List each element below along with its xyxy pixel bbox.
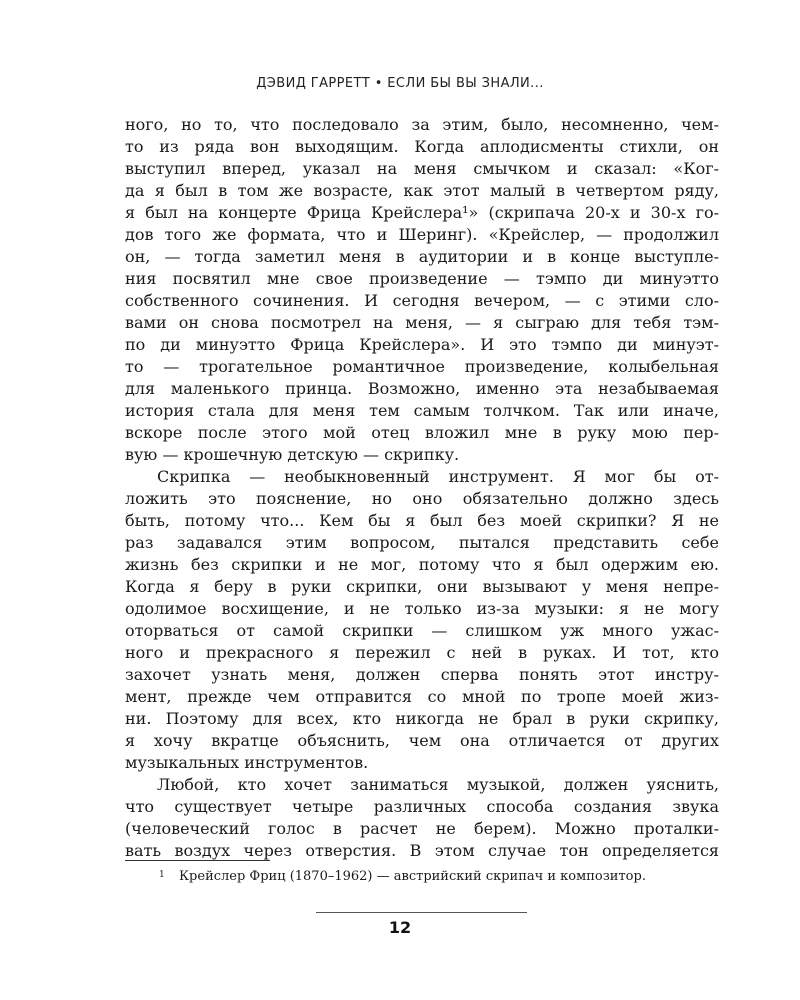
text-line: раз задавался этим вопросом, пытался представить себе [125,533,719,552]
text-line: вать воздух через отверстия. В этом случае тон определяется [125,841,719,860]
text-line: ложить это пояснение, но оно обязательно должно здесь [125,489,719,508]
text-line: Скрипка — необыкновенный инструмент. Я мог бы от- [157,467,719,486]
text-line: для маленького принца. Возможно, именно эта незабываемая [125,379,719,398]
text-line: что существует четыре различных способа создания звука [125,797,719,816]
text-line: по ди минуэтто Фрица Крейслера». И это тэмпо ди минуэт- [125,335,719,354]
text-line: Когда я беру в руки скрипки, они вызывают у меня непре- [125,577,719,596]
text-line: ни. Поэтому для всех, кто никогда не брал в руки скрипку, [125,709,719,728]
footnote [125,868,725,886]
text-line: дов того же формата, что и Шеринг). «Крейслер, — продолжил [125,225,719,244]
text-line: ного, но то, что последовало за этим, было, несомненно, чем- [125,115,719,134]
text-line: ного и прекрасного я пережил с ней в руках. И тот, кто [125,643,719,662]
text-line: Любой, кто хочет заниматься музыкой, должен уяснить, [157,775,719,794]
text-line: жизнь без скрипки и не мог, потому что я был одержим ею. [125,555,719,574]
text-line: выступил вперед, указал на меня смычком и сказал: «Ког- [125,159,719,178]
footnote-mark: 1 [159,870,165,880]
page-number: 12 [388,918,412,937]
text-line: оторваться от самой скрипки — слишком уж много ужас- [125,621,719,640]
text-line: собственного сочинения. И сегодня вечером, — с этими сло- [125,291,719,310]
text-line: я хочу вкратце объяснить, чем она отличается от других [125,731,719,750]
body-text [125,114,719,862]
text-line: музыкальных инструментов. [125,753,369,772]
footnote-divider [125,860,270,861]
text-line: да я был в том же возрасте, как этот малый в четвертом ряду, [125,181,719,200]
text-line: быть, потому что... Кем бы я был без моей скрипки? Я не [125,511,719,530]
text-line: вами он снова посмотрел на меня, — я сыграю для тебя тэм- [125,313,719,332]
text-line: я был на концерте Фрица Крейслера¹» (скрипача 20-х и 30-х го- [125,203,719,222]
text-line: история стала для меня тем самым толчком. Так или иначе, [125,401,719,420]
text-line: одолимое восхищение, и не только из-за музыки: я не могу [125,599,719,618]
text-line: захочет узнать меня, должен сперва понять этот инстру- [125,665,719,684]
text-line: мент, прежде чем отправится со мной по тропе моей жиз- [125,687,719,706]
text-line: он, — тогда заметил меня в аудитории и в конце выступле- [125,247,719,266]
text-line: вскоре после этого мой отец вложил мне в руку мою пер- [125,423,719,442]
footnote-text: Крейслер Фриц (1870–1962) — австрийский скрипач и композитор. [179,869,646,884]
text-line: то из ряда вон выходящим. Когда аплодисменты стихли, он [125,137,719,156]
page-number-rule [316,912,527,913]
text-line: то — трогательное романтичное произведение, колыбельная [125,357,719,376]
running-header: ДЭВИД ГАРРЕТТ • ЕСЛИ БЫ ВЫ ЗНАЛИ... [256,76,544,91]
text-line: (человеческий голос в расчет не берем). Можно проталки- [125,819,719,838]
text-line: ния посвятил мне свое произведение — тэмпо ди минуэтто [125,269,719,288]
text-line: вую — крошечную детскую — скрипку. [125,445,460,464]
